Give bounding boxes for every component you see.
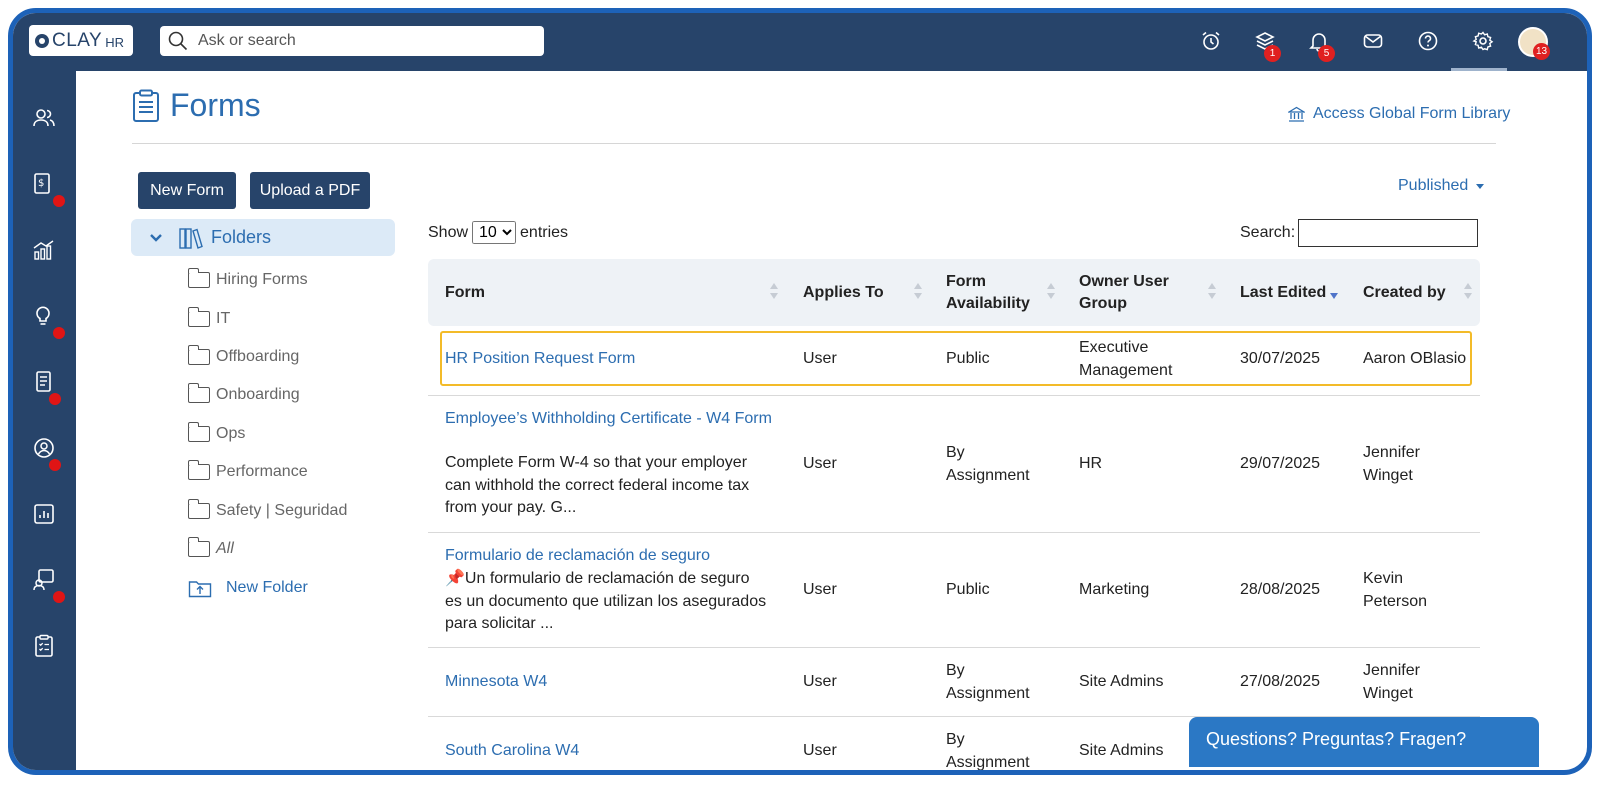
folder-onboarding[interactable] xyxy=(188,384,300,406)
notifications-badge: 5 xyxy=(1318,45,1335,62)
ideas-alert-dot xyxy=(53,327,65,339)
applies-to-cell: User xyxy=(803,673,837,690)
column-header-owner-user-group[interactable]: Owner User Group xyxy=(1079,272,1169,312)
table-row[interactable] xyxy=(428,396,1480,533)
table-header xyxy=(428,259,1480,326)
show-label: Show xyxy=(428,223,469,241)
form-name-link[interactable]: Formulario de reclamación de seguro xyxy=(445,547,711,564)
folder-icon xyxy=(188,426,210,442)
owner-group-cell: Site Admins xyxy=(1079,673,1164,690)
training-icon[interactable] xyxy=(31,567,57,593)
status-filter-label: Published xyxy=(1398,177,1469,194)
clayhr-logo[interactable] xyxy=(29,25,133,56)
last-edited-cell: 30/07/2025 xyxy=(1240,350,1321,367)
search-icon xyxy=(168,31,188,51)
folder-label: Safety | Seguridad xyxy=(216,502,348,519)
availability-cell: By Assignment xyxy=(946,731,1030,771)
people-icon[interactable] xyxy=(31,105,57,131)
avatar-badge: 13 xyxy=(1533,43,1550,60)
folder-icon xyxy=(188,387,210,403)
entries-label: entries xyxy=(520,223,569,241)
sort-icon[interactable] xyxy=(1047,283,1055,299)
documents-alert-dot xyxy=(49,393,61,405)
folders-tree-header[interactable] xyxy=(131,219,395,256)
help-chat-widget[interactable]: Questions? Preguntas? Fragen? xyxy=(1189,717,1539,767)
column-header-form-availability[interactable]: Form Availability xyxy=(946,272,1030,312)
checklist-icon[interactable] xyxy=(31,633,57,659)
availability-cell: Public xyxy=(946,581,990,598)
folder-all[interactable] xyxy=(188,538,234,560)
created-by-cell: Kevin Peterson xyxy=(1363,570,1428,610)
layers-badge: 1 xyxy=(1264,45,1281,62)
created-by-cell: Jennifer Winget xyxy=(1363,662,1420,702)
mail-icon[interactable] xyxy=(1361,29,1385,53)
folder-label: All xyxy=(216,540,234,557)
title-divider xyxy=(132,143,1496,144)
availability-cell: By Assignment xyxy=(946,662,1030,702)
folder-icon xyxy=(188,503,210,519)
svg-text:$: $ xyxy=(38,178,45,189)
applies-to-cell: User xyxy=(803,350,837,367)
last-edited-cell: 29/07/2025 xyxy=(1240,455,1321,472)
table-row[interactable] xyxy=(428,326,1480,396)
folder-it[interactable] xyxy=(188,308,230,330)
left-sidebar xyxy=(13,71,76,770)
access-global-form-library-link[interactable] xyxy=(1288,105,1510,123)
entries-per-page-select[interactable] xyxy=(472,221,516,244)
availability-cell: By Assignment xyxy=(946,444,1030,484)
column-header-applies-to[interactable]: Applies To xyxy=(803,283,884,301)
access-global-form-library-label: Access Global Form Library xyxy=(1313,105,1511,122)
forms-clipboard-icon xyxy=(132,89,160,123)
column-header-created-by[interactable]: Created by xyxy=(1363,283,1446,301)
new-folder-label: New Folder xyxy=(226,579,308,596)
page-title-text: Forms xyxy=(170,87,261,123)
sort-icon[interactable] xyxy=(1208,283,1216,299)
ideas-icon[interactable] xyxy=(31,303,57,329)
logo-suffix: HR xyxy=(105,35,125,50)
gear-icon[interactable] xyxy=(1471,29,1495,53)
sort-icon[interactable] xyxy=(1464,283,1472,299)
last-edited-cell: 28/08/2025 xyxy=(1240,581,1321,598)
folder-label: Performance xyxy=(216,463,308,480)
sort-descending-icon[interactable] xyxy=(1330,283,1338,299)
help-icon[interactable] xyxy=(1416,29,1440,53)
applies-to-cell: User xyxy=(803,742,837,759)
folder-label: Hiring Forms xyxy=(216,271,308,288)
owner-group-cell: Site Admins xyxy=(1079,742,1164,759)
books-icon xyxy=(179,227,203,249)
page-title xyxy=(132,87,261,124)
form-description: Complete Form W-4 so that your employer can withhold the correct federal income tax from your pay. G... xyxy=(445,454,750,516)
folder-icon xyxy=(188,349,210,365)
chevron-down-icon xyxy=(1476,184,1484,189)
folder-label: Onboarding xyxy=(216,386,300,403)
sort-icon[interactable] xyxy=(914,283,922,299)
owner-group-cell: Executive Management xyxy=(1079,339,1173,379)
payroll-alert-dot xyxy=(53,195,65,207)
new-folder-link[interactable] xyxy=(188,577,308,599)
last-edited-cell: 27/08/2025 xyxy=(1240,673,1321,690)
forms-table xyxy=(428,259,1480,775)
payroll-icon[interactable] xyxy=(31,171,57,197)
owner-group-cell: Marketing xyxy=(1079,581,1150,598)
entries-length-control xyxy=(428,221,568,244)
folder-label: Offboarding xyxy=(216,348,300,365)
form-name-link[interactable]: Minnesota W4 xyxy=(445,673,548,690)
folder-icon xyxy=(188,272,210,288)
created-by-cell: Jennifer Winget xyxy=(1363,444,1420,484)
global-search-bar[interactable] xyxy=(160,26,544,56)
app-window xyxy=(8,8,1592,775)
owner-group-cell: HR xyxy=(1079,455,1103,472)
column-header-form[interactable]: Form xyxy=(445,283,485,301)
column-header-last-edited[interactable]: Last Edited xyxy=(1240,283,1327,301)
created-by-cell: Aaron OBlasio xyxy=(1363,350,1467,367)
applies-to-cell: User xyxy=(803,581,837,598)
upload-pdf-button[interactable]: Upload a PDF xyxy=(250,172,370,209)
chevron-down-icon xyxy=(149,233,163,243)
profile-alert-dot xyxy=(49,459,61,471)
alarm-clock-icon[interactable] xyxy=(1199,29,1223,53)
availability-cell: Public xyxy=(946,350,990,367)
folder-offboarding[interactable] xyxy=(188,346,299,368)
sort-icon[interactable] xyxy=(770,283,778,299)
folder-hiring-forms[interactable] xyxy=(188,269,308,291)
analytics-icon[interactable] xyxy=(31,237,57,263)
training-alert-dot xyxy=(53,591,65,603)
folder-performance[interactable] xyxy=(188,461,308,483)
form-name-link[interactable]: HR Position Request Form xyxy=(445,350,636,367)
folder-label: IT xyxy=(216,310,231,327)
applies-to-cell: User xyxy=(803,455,837,472)
form-name-link[interactable]: South Carolina W4 xyxy=(445,742,580,759)
folder-icon xyxy=(188,311,210,327)
table-row[interactable] xyxy=(428,533,1480,648)
documents-icon[interactable] xyxy=(31,369,57,395)
table-search-input[interactable] xyxy=(1298,219,1478,247)
logo-mark-icon xyxy=(35,34,49,48)
table-search-label: Search: xyxy=(1240,224,1296,241)
folders-header-label: Folders xyxy=(211,227,272,247)
form-name-link[interactable]: Employee’s Withholding Certificate - W4 Form xyxy=(445,410,772,427)
folder-upload-icon xyxy=(188,578,212,598)
status-filter-dropdown[interactable] xyxy=(1398,177,1484,195)
global-search-input[interactable] xyxy=(196,31,520,51)
folder-icon xyxy=(188,541,210,557)
new-form-button[interactable]: New Form xyxy=(138,172,236,209)
form-description: 📌Un formulario de reclamación de seguro es un documento que utilizan los asegurados para solicitar ... xyxy=(445,570,767,632)
main-content xyxy=(76,71,1587,770)
table-row[interactable] xyxy=(428,648,1480,717)
folder-icon xyxy=(188,464,210,480)
folder-safety-seguridad[interactable] xyxy=(188,500,347,522)
folder-label: Ops xyxy=(216,425,246,442)
institution-icon xyxy=(1288,106,1305,123)
folder-ops[interactable] xyxy=(188,423,245,445)
reports-icon[interactable] xyxy=(31,501,57,527)
top-navigation-bar xyxy=(13,13,1587,71)
logo-text: CLAY xyxy=(52,29,103,51)
profile-icon[interactable] xyxy=(31,435,57,461)
